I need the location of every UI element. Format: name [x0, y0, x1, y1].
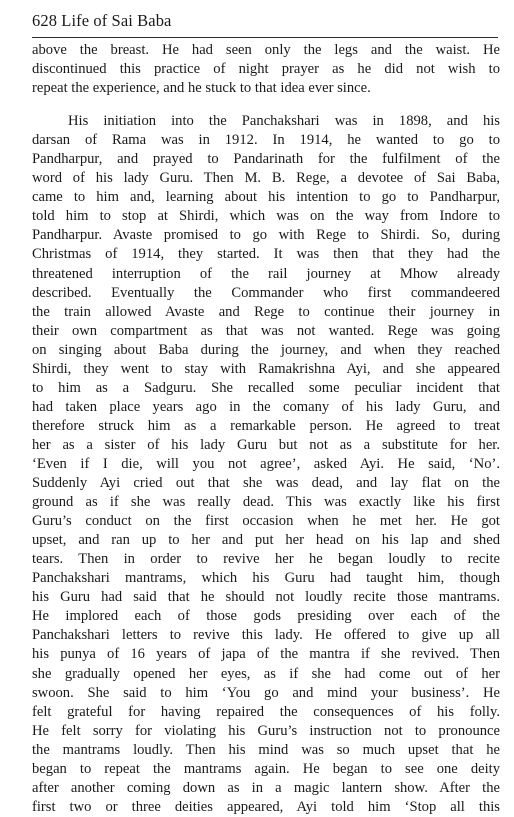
text-line: described. Eventually the Commander who first commandeered: [32, 284, 500, 301]
paragraph-1: [32, 41, 500, 98]
text-line: his Guru had said that he should not loudly recite those mantrams.: [32, 589, 500, 606]
text-line: her as a sister of his lady Guru but not as a substitute for her.: [32, 436, 500, 453]
text-line: Suddenly Ayi cried out that she was dead, and lay flat on the: [32, 475, 500, 492]
text-line: therefore struck him as a remarkable person. He agreed to treat: [32, 417, 500, 434]
text-line: after another coming down as in a magic lantern show. After the: [32, 779, 500, 796]
text-line: ‘Even if I die, will you not agree’, asked Ayi. He said, ‘No’.: [32, 455, 500, 472]
text-line: swoon. She said to him ‘You go and mind your business’. He: [32, 684, 500, 701]
text-line: He implored each of those gods presiding over each of the: [32, 608, 500, 625]
text-line: Pandharpur. Avaste promised to go with Rege to Shirdi. So, during: [32, 227, 500, 244]
body-text: [32, 41, 500, 817]
text-line: had taken place years ago in the comany of his lady Guru, and: [32, 398, 500, 415]
text-line: told him to stop at Shirdi, which was on the way from Indore to: [32, 208, 500, 225]
text-line: discontinued this practice of night prayer as he did not wish to: [32, 61, 500, 78]
text-line: Guru’s conduct on the first occasion when he met her. He got: [32, 513, 500, 530]
header-rule: [32, 37, 498, 38]
text-line: Shirdi, they went to stay with Ramakrishna Ayi, and she appeared: [32, 360, 500, 377]
running-header: [32, 10, 498, 38]
text-line: word of his lady Guru. Then M. B. Rege, a devotee of Sai Baba,: [32, 170, 500, 187]
text-line: began to repeat the mantrams again. He began to see one deity: [32, 760, 500, 777]
text-line: Panchakshari letters to revive this lady. He offered to give up all: [32, 627, 500, 644]
text-line: Christmas of 1914, they started. It was then that they had the: [32, 246, 500, 263]
text-line: their own compartment as that was not wanted. Rege was going: [32, 322, 500, 339]
text-line: Pandharpur, and prayed to Pandarinath for the fulfilment of the: [32, 151, 500, 168]
text-line: the train allowed Avaste and Rege to continue their journey in: [32, 303, 500, 320]
text-line: the mantrams loudly. Then his mind was so much upset that he: [32, 741, 500, 758]
text-line: tears. Then in order to revive her he began loudly to recite: [32, 551, 500, 568]
text-line: darsan of Rama was in 1912. In 1914, he wanted to go to: [32, 132, 500, 149]
text-line: came to him and, learning about his intention to go to Pandharpur,: [32, 189, 500, 206]
text-line: she gradually opened her eyes, as if she had come out of her: [32, 665, 500, 682]
page-number-and-title: 628 Life of Sai Baba: [32, 11, 172, 30]
text-line: His initiation into the Panchakshari was in 1898, and his: [68, 113, 500, 130]
text-line: above the breast. He had seen only the legs and the waist. He: [32, 42, 500, 58]
text-line: on singing about Baba during the journey, and when they reached: [32, 341, 500, 358]
text-line: first two or three deities appeared, Ayi told him ‘Stop all this: [32, 798, 500, 815]
text-line: repeat the experience, and he stuck to that idea ever since.: [32, 80, 371, 97]
text-line: to him as a Sadguru. She recalled some peculiar incident that: [32, 379, 500, 396]
text-line: ground as if she was really dead. This was exactly like his first: [32, 494, 500, 511]
paragraph-2: [32, 112, 500, 817]
text-line: He felt sorry for violating his Guru’s instruction not to pronounce: [32, 722, 500, 739]
text-line: Panchakshari mantrams, which his Guru had taught him, though: [32, 570, 500, 587]
text-line: threatened interruption of the rail journey at Mhow already: [32, 265, 500, 282]
text-line: his punya of 16 years of japa of the mantra if she revived. Then: [32, 646, 500, 663]
text-line: upset, and ran up to her and put her head on his lap and shed: [32, 532, 500, 549]
text-line: felt grateful for having repaired the consequences of his folly.: [32, 703, 500, 720]
